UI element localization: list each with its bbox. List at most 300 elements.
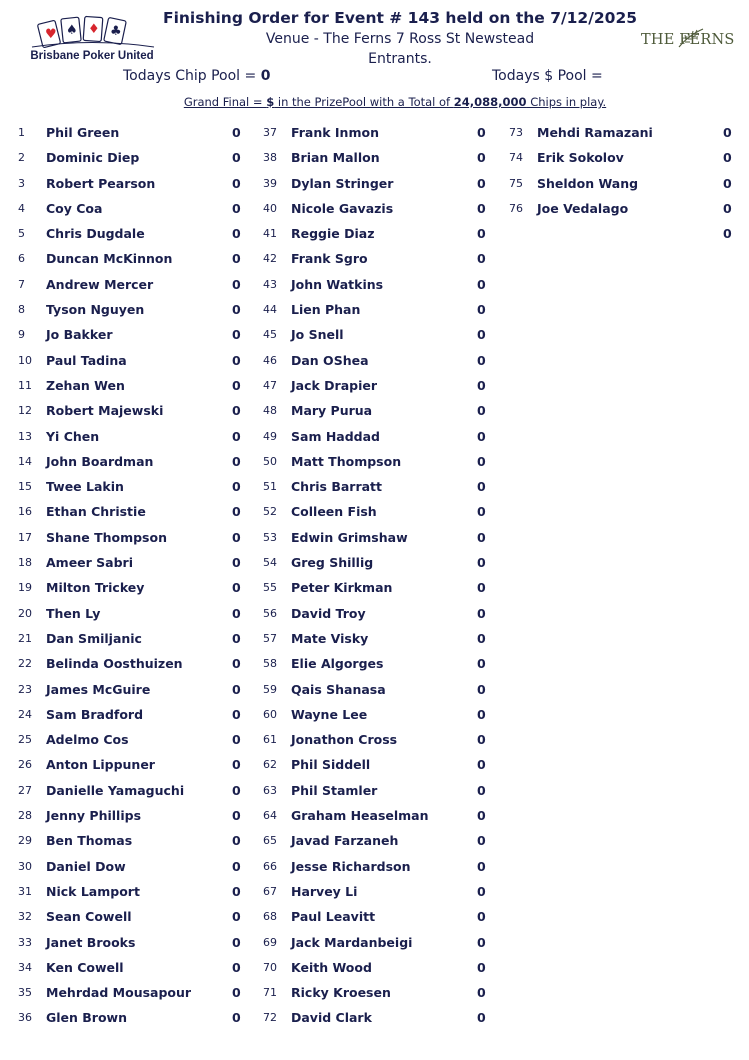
player-chips: 0 bbox=[232, 985, 241, 1001]
player-position: 68 bbox=[263, 910, 277, 924]
player-chips: 0 bbox=[477, 934, 486, 950]
player-position: 52 bbox=[263, 505, 277, 519]
player-position: 35 bbox=[18, 986, 32, 1000]
player-chips: 0 bbox=[477, 276, 486, 292]
player-row bbox=[509, 197, 739, 222]
chip-pool-label: Todays Chip Pool = bbox=[123, 68, 257, 84]
player-chips: 0 bbox=[477, 630, 486, 646]
player-position: 8 bbox=[18, 303, 25, 317]
player-position: 31 bbox=[18, 884, 32, 898]
player-name: Paul Tadina bbox=[46, 352, 127, 368]
player-row bbox=[18, 602, 243, 627]
venue-line: Venue - The Ferns 7 Ross St Newstead bbox=[265, 31, 535, 47]
player-chips: 0 bbox=[477, 403, 486, 419]
player-position: 56 bbox=[263, 606, 277, 620]
player-row bbox=[263, 576, 488, 601]
player-chips: 0 bbox=[232, 732, 241, 748]
player-position: 59 bbox=[263, 682, 277, 696]
player-chips: 0 bbox=[232, 833, 241, 849]
player-row bbox=[509, 146, 739, 171]
player-row bbox=[18, 678, 243, 703]
player-row bbox=[18, 450, 243, 475]
playing-cards-icon bbox=[26, 14, 158, 50]
player-position: 12 bbox=[18, 404, 32, 418]
player-chips: 0 bbox=[477, 656, 486, 672]
player-position: 3 bbox=[18, 176, 25, 190]
player-name: Ricky Kroesen bbox=[291, 985, 391, 1001]
player-chips: 0 bbox=[232, 377, 241, 393]
player-row bbox=[263, 880, 488, 905]
player-position: 16 bbox=[18, 505, 32, 519]
player-chips: 0 bbox=[232, 200, 241, 216]
player-row bbox=[18, 399, 243, 424]
player-position: 30 bbox=[18, 859, 32, 873]
results-column-1 bbox=[18, 121, 243, 1032]
player-row bbox=[263, 323, 488, 348]
player-position: 39 bbox=[263, 176, 277, 190]
grand-final-dollar: $ bbox=[266, 95, 275, 109]
player-chips: 0 bbox=[477, 125, 486, 140]
player-name: Dan Smiljanic bbox=[46, 630, 142, 646]
player-name: Zehan Wen bbox=[46, 377, 125, 393]
grand-final-middle: in the PrizePool with a Total of bbox=[274, 95, 454, 109]
player-row bbox=[509, 222, 739, 247]
player-name: Robert Pearson bbox=[46, 175, 156, 191]
player-name: Dan OShea bbox=[291, 352, 369, 368]
player-chips: 0 bbox=[723, 125, 732, 140]
the-ferns-logo bbox=[641, 29, 737, 55]
player-name: Anton Lippuner bbox=[46, 757, 155, 773]
player-row bbox=[263, 121, 488, 146]
player-name: Sheldon Wang bbox=[537, 175, 639, 191]
player-name: Jo Snell bbox=[291, 327, 344, 343]
player-row bbox=[263, 1006, 488, 1031]
player-row bbox=[18, 172, 243, 197]
player-row bbox=[18, 197, 243, 222]
player-chips: 0 bbox=[232, 125, 241, 140]
player-name: Ethan Christie bbox=[46, 504, 146, 520]
player-row bbox=[18, 728, 243, 753]
player-chips: 0 bbox=[232, 681, 241, 697]
player-row bbox=[263, 956, 488, 981]
player-name: Chris Barratt bbox=[291, 479, 382, 495]
player-row bbox=[18, 576, 243, 601]
player-name: Danielle Yamaguchi bbox=[46, 782, 185, 798]
player-chips: 0 bbox=[232, 327, 241, 343]
player-name: Ken Cowell bbox=[46, 959, 124, 975]
player-chips: 0 bbox=[477, 251, 486, 267]
player-row bbox=[18, 880, 243, 905]
player-name: Nicole Gavazis bbox=[291, 200, 394, 216]
player-row bbox=[263, 652, 488, 677]
svg-text:♣: ♣ bbox=[110, 24, 122, 39]
player-name: Frank Inmon bbox=[291, 125, 379, 140]
svg-text:♥: ♥ bbox=[45, 27, 57, 42]
player-position: 58 bbox=[263, 657, 277, 671]
player-name: Nick Lamport bbox=[46, 883, 140, 899]
player-name: Jonathon Cross bbox=[291, 732, 398, 748]
player-position: 41 bbox=[263, 227, 277, 241]
player-name: Mate Visky bbox=[291, 630, 369, 646]
player-row bbox=[509, 172, 739, 197]
player-name: Jenny Phillips bbox=[46, 808, 142, 824]
player-chips: 0 bbox=[477, 200, 486, 216]
player-chips: 0 bbox=[477, 605, 486, 621]
player-position: 63 bbox=[263, 783, 277, 797]
player-chips: 0 bbox=[477, 226, 486, 242]
player-position: 38 bbox=[263, 151, 277, 165]
player-chips: 0 bbox=[477, 327, 486, 343]
player-chips: 0 bbox=[232, 302, 241, 318]
player-name: Jack Mardanbeigi bbox=[291, 934, 413, 950]
player-row bbox=[263, 399, 488, 424]
player-chips: 0 bbox=[232, 580, 241, 596]
player-row bbox=[263, 273, 488, 298]
player-position: 1 bbox=[18, 126, 25, 139]
player-position: 51 bbox=[263, 480, 277, 494]
player-name: Edwin Grimshaw bbox=[291, 529, 408, 545]
player-row bbox=[263, 855, 488, 880]
player-row bbox=[263, 931, 488, 956]
player-chips: 0 bbox=[232, 175, 241, 191]
player-row bbox=[263, 374, 488, 399]
player-chips: 0 bbox=[477, 782, 486, 798]
player-name: Erik Sokolov bbox=[537, 150, 624, 166]
player-position: 44 bbox=[263, 303, 277, 317]
player-chips: 0 bbox=[477, 883, 486, 899]
results-column-3 bbox=[509, 121, 739, 247]
player-name: Phil Siddell bbox=[291, 757, 371, 773]
player-chips: 0 bbox=[477, 504, 486, 520]
player-position: 70 bbox=[263, 960, 277, 974]
player-chips: 0 bbox=[477, 175, 486, 191]
player-row bbox=[18, 804, 243, 829]
results-column-2 bbox=[263, 121, 488, 1032]
player-row bbox=[18, 323, 243, 348]
player-row bbox=[18, 931, 243, 956]
player-row bbox=[18, 475, 243, 500]
player-row bbox=[263, 779, 488, 804]
player-position: 49 bbox=[263, 429, 277, 443]
player-chips: 0 bbox=[232, 453, 241, 469]
player-row bbox=[263, 247, 488, 272]
player-name: Yi Chen bbox=[46, 428, 100, 444]
player-name: Javad Farzaneh bbox=[291, 833, 399, 849]
grand-final-chips: 24,088,000 bbox=[453, 95, 527, 109]
player-row bbox=[263, 703, 488, 728]
player-row bbox=[263, 905, 488, 930]
player-chips: 0 bbox=[477, 757, 486, 773]
fern-leaf-icon bbox=[677, 27, 705, 49]
player-name: Twee Lakin bbox=[46, 479, 124, 495]
grand-final-line bbox=[90, 95, 700, 109]
player-name: Qais Shanasa bbox=[291, 681, 386, 697]
player-chips: 0 bbox=[477, 706, 486, 722]
player-row bbox=[18, 855, 243, 880]
player-position: 76 bbox=[509, 201, 523, 215]
player-row bbox=[18, 349, 243, 374]
player-row bbox=[18, 627, 243, 652]
player-chips: 0 bbox=[477, 529, 486, 545]
player-chips: 0 bbox=[232, 706, 241, 722]
player-position: 40 bbox=[263, 201, 277, 215]
player-position: 47 bbox=[263, 378, 277, 392]
player-name: Jo Bakker bbox=[46, 327, 113, 343]
player-name: Belinda Oosthuizen bbox=[46, 656, 183, 672]
player-name: Mary Purua bbox=[291, 403, 373, 419]
player-name: Sean Cowell bbox=[46, 909, 132, 925]
player-chips: 0 bbox=[232, 858, 241, 874]
player-row bbox=[263, 627, 488, 652]
player-chips: 0 bbox=[232, 757, 241, 773]
player-position: 55 bbox=[263, 581, 277, 595]
player-chips: 0 bbox=[232, 428, 241, 444]
player-chips: 0 bbox=[477, 909, 486, 925]
player-position: 5 bbox=[18, 227, 25, 241]
player-position: 60 bbox=[263, 707, 277, 721]
player-name: Sam Bradford bbox=[46, 706, 144, 722]
player-name: Then Ly bbox=[46, 605, 101, 621]
player-position: 4 bbox=[18, 201, 25, 215]
player-position: 62 bbox=[263, 758, 277, 772]
player-position: 46 bbox=[263, 353, 277, 367]
player-chips: 0 bbox=[477, 858, 486, 874]
player-name: Chris Dugdale bbox=[46, 226, 145, 242]
player-row bbox=[18, 905, 243, 930]
player-name: Joe Vedalago bbox=[537, 200, 629, 216]
player-row bbox=[18, 981, 243, 1006]
player-position: 73 bbox=[509, 126, 523, 139]
player-chips: 0 bbox=[232, 150, 241, 166]
player-position: 13 bbox=[18, 429, 32, 443]
player-chips: 0 bbox=[477, 453, 486, 469]
player-row bbox=[263, 172, 488, 197]
player-position: 43 bbox=[263, 277, 277, 291]
player-position: 72 bbox=[263, 1011, 277, 1025]
player-row bbox=[18, 247, 243, 272]
player-name: Lien Phan bbox=[291, 302, 361, 318]
player-position: 23 bbox=[18, 682, 32, 696]
player-chips: 0 bbox=[232, 352, 241, 368]
player-chips: 0 bbox=[477, 833, 486, 849]
player-row bbox=[18, 425, 243, 450]
player-row bbox=[18, 121, 243, 146]
player-position: 33 bbox=[18, 935, 32, 949]
player-row bbox=[18, 298, 243, 323]
player-row bbox=[263, 551, 488, 576]
player-position: 28 bbox=[18, 809, 32, 823]
player-row bbox=[18, 956, 243, 981]
player-chips: 0 bbox=[232, 403, 241, 419]
player-position: 71 bbox=[263, 986, 277, 1000]
player-chips: 0 bbox=[723, 200, 732, 216]
player-row bbox=[263, 425, 488, 450]
player-position: 10 bbox=[18, 353, 32, 367]
player-name: Milton Trickey bbox=[46, 580, 145, 596]
logo-text: Brisbane Poker United bbox=[30, 50, 154, 62]
player-position: 74 bbox=[509, 151, 523, 165]
entrants-line: Entrants. bbox=[368, 51, 432, 67]
player-row bbox=[263, 349, 488, 374]
player-position: 48 bbox=[263, 404, 277, 418]
player-name: Colleen Fish bbox=[291, 504, 377, 520]
player-row bbox=[18, 222, 243, 247]
grand-final-suffix: Chips in play. bbox=[526, 95, 607, 109]
svg-text:♦: ♦ bbox=[88, 22, 100, 37]
player-name: Paul Leavitt bbox=[291, 909, 376, 925]
player-name: Janet Brooks bbox=[46, 934, 136, 950]
player-chips: 0 bbox=[232, 276, 241, 292]
player-chips: 0 bbox=[232, 1010, 241, 1026]
player-chips: 0 bbox=[232, 909, 241, 925]
player-name: Mehrdad Mousapour bbox=[46, 985, 192, 1001]
player-row bbox=[18, 753, 243, 778]
chip-pool bbox=[123, 68, 270, 84]
brisbane-poker-united-logo bbox=[18, 14, 166, 66]
player-position: 50 bbox=[263, 454, 277, 468]
player-name: Greg Shillig bbox=[291, 555, 374, 571]
player-name: Frank Sgro bbox=[291, 251, 368, 267]
player-name: Dylan Stringer bbox=[291, 175, 394, 191]
player-chips: 0 bbox=[477, 352, 486, 368]
player-chips: 0 bbox=[232, 630, 241, 646]
player-name: Jack Drapier bbox=[291, 377, 378, 393]
player-chips: 0 bbox=[232, 959, 241, 975]
player-row bbox=[18, 374, 243, 399]
player-position: 29 bbox=[18, 834, 32, 848]
player-row bbox=[263, 197, 488, 222]
player-chips: 0 bbox=[477, 1010, 486, 1026]
player-position: 67 bbox=[263, 884, 277, 898]
player-name: Robert Majewski bbox=[46, 403, 164, 419]
player-row bbox=[263, 298, 488, 323]
player-name: Glen Brown bbox=[46, 1010, 127, 1026]
dollar-pool-label: Todays $ Pool = bbox=[492, 68, 603, 84]
player-row bbox=[18, 526, 243, 551]
player-position: 7 bbox=[18, 277, 25, 291]
player-position: 24 bbox=[18, 707, 32, 721]
player-name: Sam Haddad bbox=[291, 428, 380, 444]
player-row bbox=[18, 500, 243, 525]
player-row bbox=[18, 146, 243, 171]
player-position: 53 bbox=[263, 530, 277, 544]
player-row bbox=[263, 500, 488, 525]
player-position: 36 bbox=[18, 1011, 32, 1025]
player-row bbox=[18, 829, 243, 854]
player-name: Phil Green bbox=[46, 125, 120, 140]
player-name: James McGuire bbox=[46, 681, 151, 697]
player-position: 21 bbox=[18, 631, 32, 645]
player-position: 17 bbox=[18, 530, 32, 544]
player-row bbox=[263, 526, 488, 551]
player-chips: 0 bbox=[232, 883, 241, 899]
player-row bbox=[18, 703, 243, 728]
player-position: 66 bbox=[263, 859, 277, 873]
player-name: Shane Thompson bbox=[46, 529, 167, 545]
player-name: Ben Thomas bbox=[46, 833, 133, 849]
player-row bbox=[263, 222, 488, 247]
player-chips: 0 bbox=[232, 656, 241, 672]
player-chips: 0 bbox=[477, 150, 486, 166]
player-name: John Boardman bbox=[46, 453, 154, 469]
player-row bbox=[263, 753, 488, 778]
player-row bbox=[18, 273, 243, 298]
player-chips: 0 bbox=[477, 428, 486, 444]
dollar-pool bbox=[492, 68, 603, 84]
player-position: 18 bbox=[18, 556, 32, 570]
player-position: 20 bbox=[18, 606, 32, 620]
player-chips: 0 bbox=[232, 529, 241, 545]
player-name: Phil Stamler bbox=[291, 782, 378, 798]
player-row bbox=[509, 121, 739, 146]
player-row bbox=[18, 1006, 243, 1031]
player-name: Brian Mallon bbox=[291, 150, 380, 166]
player-chips: 0 bbox=[232, 504, 241, 520]
grand-final-prefix: Grand Final = bbox=[183, 95, 267, 109]
player-chips: 0 bbox=[477, 580, 486, 596]
player-chips: 0 bbox=[232, 479, 241, 495]
player-chips: 0 bbox=[477, 681, 486, 697]
player-position: 61 bbox=[263, 733, 277, 747]
player-name: Mehdi Ramazani bbox=[537, 125, 653, 140]
player-row bbox=[18, 779, 243, 804]
player-position: 6 bbox=[18, 252, 25, 266]
player-position: 27 bbox=[18, 783, 32, 797]
player-chips: 0 bbox=[232, 808, 241, 824]
player-row bbox=[263, 804, 488, 829]
player-chips: 0 bbox=[723, 175, 732, 191]
player-chips: 0 bbox=[232, 226, 241, 242]
player-name: Graham Heaselman bbox=[291, 808, 429, 824]
player-position: 14 bbox=[18, 454, 32, 468]
player-row bbox=[263, 678, 488, 703]
player-position: 22 bbox=[18, 657, 32, 671]
player-row bbox=[18, 551, 243, 576]
player-position: 15 bbox=[18, 480, 32, 494]
player-chips: 0 bbox=[477, 302, 486, 318]
player-name: John Watkins bbox=[291, 276, 384, 292]
player-position: 75 bbox=[509, 176, 523, 190]
svg-text:♠: ♠ bbox=[66, 23, 78, 38]
player-chips: 0 bbox=[477, 732, 486, 748]
player-name: Peter Kirkman bbox=[291, 580, 393, 596]
player-position: 19 bbox=[18, 581, 32, 595]
player-position: 45 bbox=[263, 328, 277, 342]
player-chips: 0 bbox=[723, 226, 732, 242]
chip-pool-value: 0 bbox=[260, 68, 271, 84]
player-chips: 0 bbox=[723, 150, 732, 166]
player-position: 69 bbox=[263, 935, 277, 949]
player-name: Reggie Diaz bbox=[291, 226, 375, 242]
player-position: 32 bbox=[18, 910, 32, 924]
player-position: 54 bbox=[263, 556, 277, 570]
player-position: 64 bbox=[263, 809, 277, 823]
player-position: 25 bbox=[18, 733, 32, 747]
ferns-logo-text: THE FERNS bbox=[641, 32, 735, 48]
player-name: Tyson Nguyen bbox=[46, 302, 145, 318]
player-row bbox=[263, 829, 488, 854]
player-position: 9 bbox=[18, 328, 25, 342]
player-position: 2 bbox=[18, 151, 25, 165]
player-row bbox=[263, 728, 488, 753]
player-row bbox=[263, 981, 488, 1006]
player-name: Matt Thompson bbox=[291, 453, 402, 469]
player-name: Andrew Mercer bbox=[46, 276, 154, 292]
player-name: Jesse Richardson bbox=[291, 858, 411, 874]
player-row bbox=[18, 652, 243, 677]
player-chips: 0 bbox=[232, 605, 241, 621]
player-name: Harvey Li bbox=[291, 883, 358, 899]
